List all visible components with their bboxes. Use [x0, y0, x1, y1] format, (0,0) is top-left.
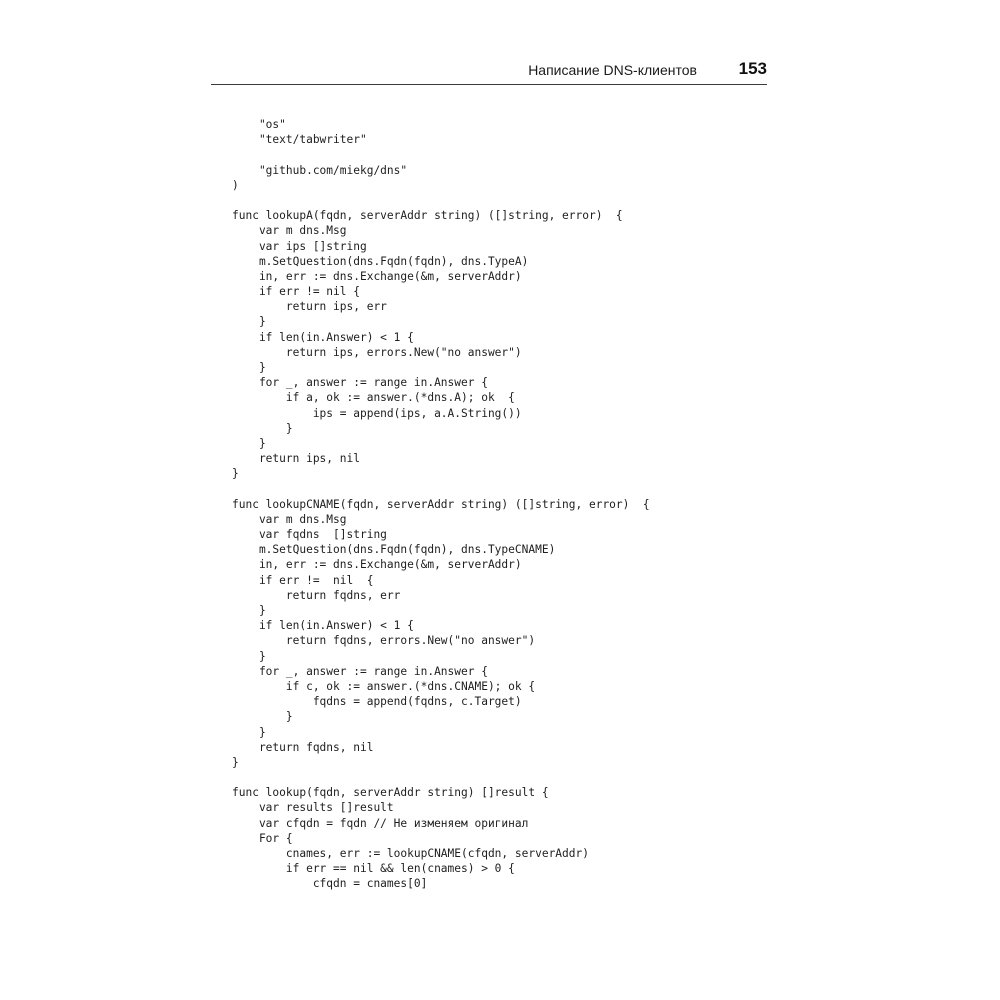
code-line: var fqdns []string: [232, 528, 387, 542]
code-line: return ips, err: [232, 300, 387, 314]
code-line: func lookupA(fqdn, serverAddr string) ([]string, error) {: [232, 209, 623, 223]
code-line: cnames, err := lookupCNAME(cfqdn, serverAddr): [232, 847, 589, 860]
code-line: if c, ok := answer.(*dns.CNAME); ok {: [232, 679, 536, 693]
code-line: return fqdns, nil: [232, 740, 374, 754]
code-line: return ips, nil: [232, 452, 360, 466]
code-line: ): [232, 178, 239, 192]
code-line: }: [232, 315, 266, 329]
code-line: var cfqdn = fqdn // Не изменяем оригинал: [232, 816, 529, 830]
code-line: if err != nil {: [232, 573, 374, 587]
code-line: }: [232, 467, 239, 481]
code-line: ips = append(ips, a.A.String()): [232, 406, 522, 420]
code-line: [232, 770, 650, 785]
code-line: "os": [232, 118, 286, 131]
code-line: var m dns.Msg: [232, 224, 347, 238]
code-line: func lookupCNAME(fqdn, serverAddr string) ([]string, error) {: [232, 497, 650, 511]
code-line: }: [232, 421, 293, 435]
code-line: }: [232, 361, 266, 374]
code-line: if err == nil && len(cnames) > 0 {: [232, 862, 515, 876]
code-line: [232, 193, 650, 208]
code-line: func lookup(fqdn, serverAddr string) []result {: [232, 786, 549, 800]
code-line: return ips, errors.New("no answer"): [232, 345, 522, 359]
code-line: }: [232, 649, 266, 663]
code-line: fqdns = append(fqdns, c.Target): [232, 695, 522, 709]
code-line: }: [232, 436, 266, 450]
code-line: var m dns.Msg: [232, 512, 347, 526]
chapter-title: Написание DNS-клиентов: [528, 62, 697, 78]
code-line: }: [232, 710, 293, 724]
code-line: [232, 147, 650, 162]
code-line: m.SetQuestion(dns.Fqdn(fqdn), dns.TypeCNAME): [232, 543, 556, 557]
code-line: "github.com/miekg/dns": [232, 163, 408, 177]
code-line: For {: [232, 831, 293, 845]
code-line: [232, 482, 650, 497]
code-line: if a, ok := answer.(*dns.A); ok {: [232, 391, 515, 405]
running-header: [211, 58, 767, 85]
code-line: }: [232, 755, 239, 769]
code-line: if len(in.Answer) < 1 {: [232, 619, 414, 633]
code-line: return fqdns, err: [232, 588, 401, 602]
code-line: }: [232, 725, 266, 739]
code-line: var ips []string: [232, 239, 367, 253]
code-line: }: [232, 604, 266, 617]
page-number: 153: [738, 59, 767, 78]
code-line: if err != nil {: [232, 285, 360, 299]
code-line: in, err := dns.Exchange(&m, serverAddr): [232, 269, 522, 283]
code-line: var results []result: [232, 801, 394, 815]
code-line: if len(in.Answer) < 1 {: [232, 330, 414, 344]
code-line: in, err := dns.Exchange(&m, serverAddr): [232, 558, 522, 572]
code-line: for _, answer := range in.Answer {: [232, 376, 488, 390]
code-line: cfqdn = cnames[0]: [232, 877, 428, 891]
code-line: return fqdns, errors.New("no answer"): [232, 634, 536, 648]
code-line: m.SetQuestion(dns.Fqdn(fqdn), dns.TypeA): [232, 254, 529, 268]
code-line: "text/tabwriter": [232, 133, 367, 147]
code-line: for _, answer := range in.Answer {: [232, 664, 488, 678]
code-listing: [232, 117, 650, 892]
